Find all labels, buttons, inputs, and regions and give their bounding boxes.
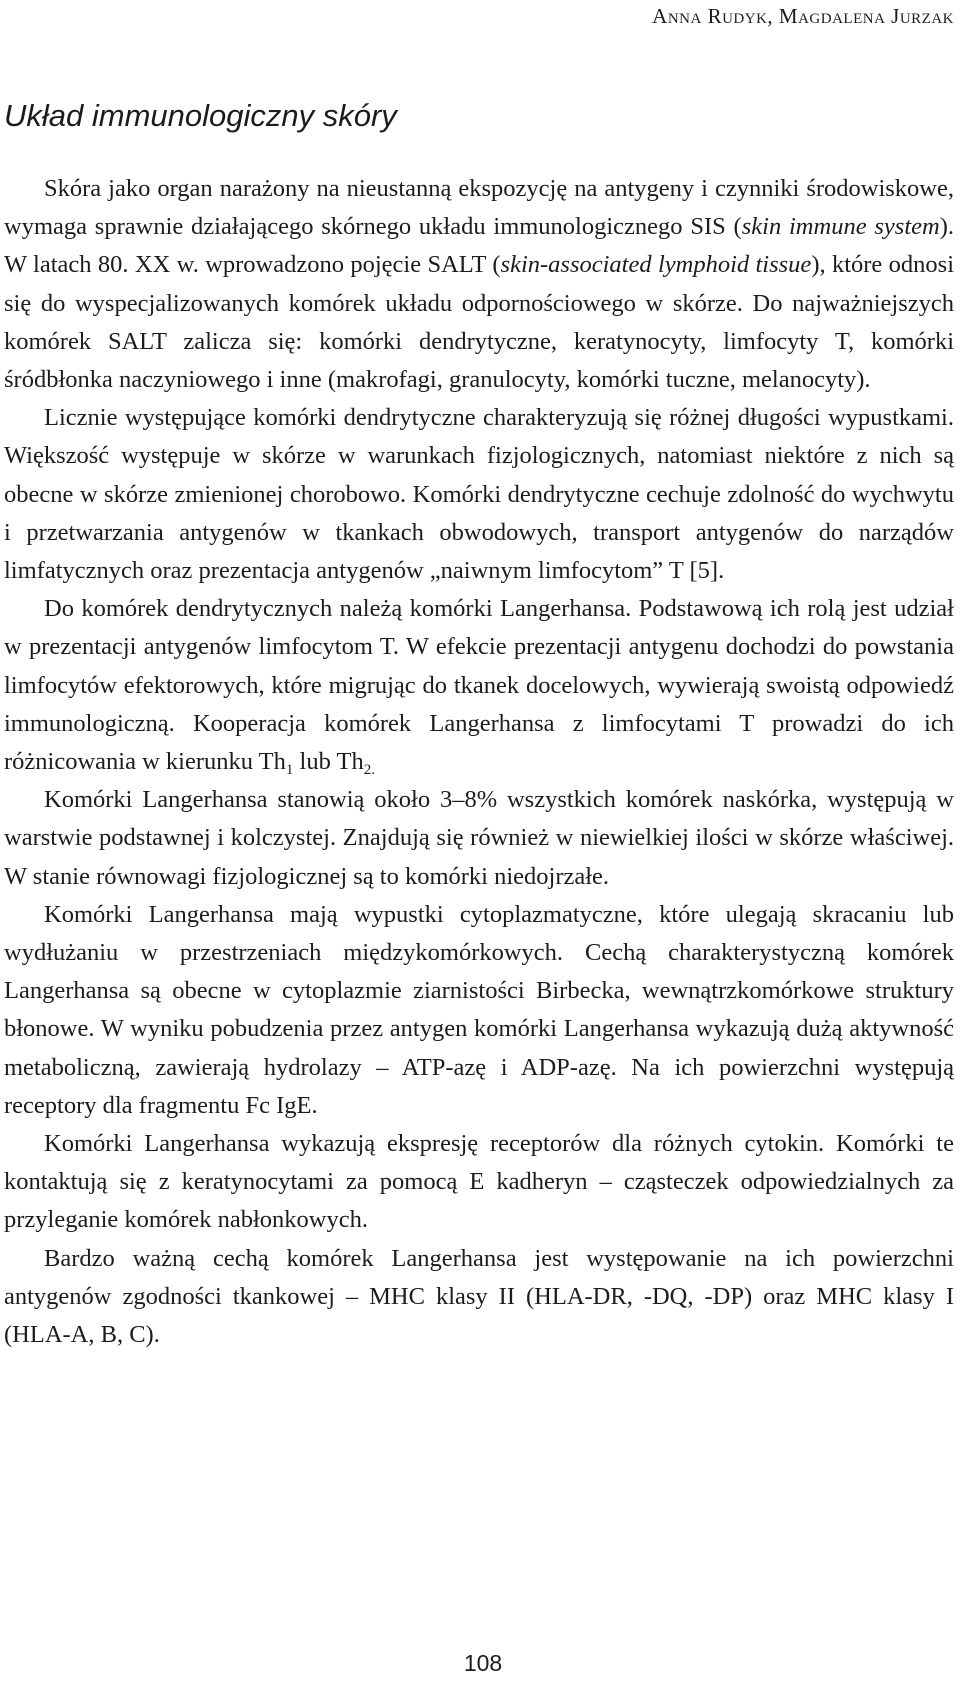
- body-text: [4, 170, 954, 1354]
- paragraph-1-term-sis: skin immune system: [741, 213, 940, 241]
- paragraph-3: [4, 590, 954, 781]
- paragraph-4: Komórki Langerhansa stanowią około 3–8% wszystkich komórek naskórka, występują w warstwie podstawnej i kolczystej. Znajdują się również w niewielkiej ilości w skórze właściwej. W stanie równowagi fizjologicznej są to komórki niedojrzałe.: [4, 786, 954, 890]
- th1-subscript: 1: [285, 762, 294, 779]
- paragraph-3-text: Do komórek dendrytycznych należą komórki Langerhansa. Podstawową ich rolą jest udział w prezentacji antygenów limfocytom T. W efekcie prezentacji antygenu dochodzi do powstania limfocytów efektorowych, które migrując do tkanek docelowych, wywierają swoistą odpowiedź immunologiczną. Kooperacja komórek Langerhansa z limfocytami T prowadzi do ich różnicowania w kierunku Th: [4, 595, 954, 776]
- page-number: 108: [463, 1650, 503, 1676]
- paragraph-1-term-salt: skin-associated lymphoid tissue: [500, 251, 812, 279]
- paragraph-1-part-c: ). W latach 80. XX w. wprowadzono pojęcie SALT (: [4, 213, 954, 279]
- paragraph-1-part-e: ), które odnosi się do wyspecjalizowanych komórek układu odpornościowego w skórze. Do najważniejszych komórek SALT zalicza się: komórki dendrytyczne, keratynocyty, limfocyty T, komórki śródbłonka naczyniowego i inne (makrofagi, granulocyty, komórki tuczne, melanocyty).: [4, 251, 954, 394]
- th2-subscript: 2.: [363, 762, 375, 779]
- paragraph-2: Licznie występujące komórki dendrytyczne charakteryzują się różnej długości wypustkami. Większość występuje w skórze w warunkach fizjologicznych, natomiast niektóre z nich są obecne w skórze zmienionej chorobowo. Komórki dendrytyczne cechuje zdolność do wychwytu i przetwarzania antygenów w tkankach obwodowych, transport antygenów do narządów limfatycznych oraz prezentacja antygenów „naiwnym limfocytom” T [5].: [4, 404, 954, 585]
- running-head-authors: Anna Rudyk, Magdalena Jurzak: [652, 4, 954, 28]
- section-title: Układ immunologiczny skóry: [4, 98, 397, 133]
- paragraph-3-mid: lub Th: [293, 748, 364, 776]
- paragraph-7: Bardzo ważną cechą komórek Langerhansa jest występowanie na ich powierzchni antygenów zgodności tkankowej – MHC klasy II (HLA-DR, -DQ, -DP) oraz MHC klasy I (HLA-A, B, C).: [4, 1244, 954, 1349]
- paragraph-6: Komórki Langerhansa wykazują ekspresję receptorów dla różnych cytokin. Komórki te kontaktują się z keratynocytami za pomocą E kadheryn – cząsteczek odpowiedzialnych za przyleganie komórek nabłonkowych.: [4, 1130, 954, 1234]
- paragraph-1-part-a: Skóra jako organ narażony na nieustanną ekspozycję na antygeny i czynniki środowiskowe, wymaga sprawnie działającego skórnego układu immunologicznego SIS (: [4, 175, 954, 241]
- paragraph-1: [4, 170, 954, 399]
- paragraph-5: Komórki Langerhansa mają wypustki cytoplazmatyczne, które ulegają skracaniu lub wydłużaniu w przestrzeniach międzykomórkowych. Cechą charakterystyczną komórek Langerhansa są obecne w cytoplazmie ziarnistości Birbecka, wewnątrzkomórkowe struktury błonowe. W wyniku pobudzenia przez antygen komórki Langerhansa wykazują dużą aktywność metaboliczną, zawierają hydrolazy – ATP-azę i ADP-azę. Na ich powierzchni występują receptory dla fragmentu Fc IgE.: [4, 900, 954, 1119]
